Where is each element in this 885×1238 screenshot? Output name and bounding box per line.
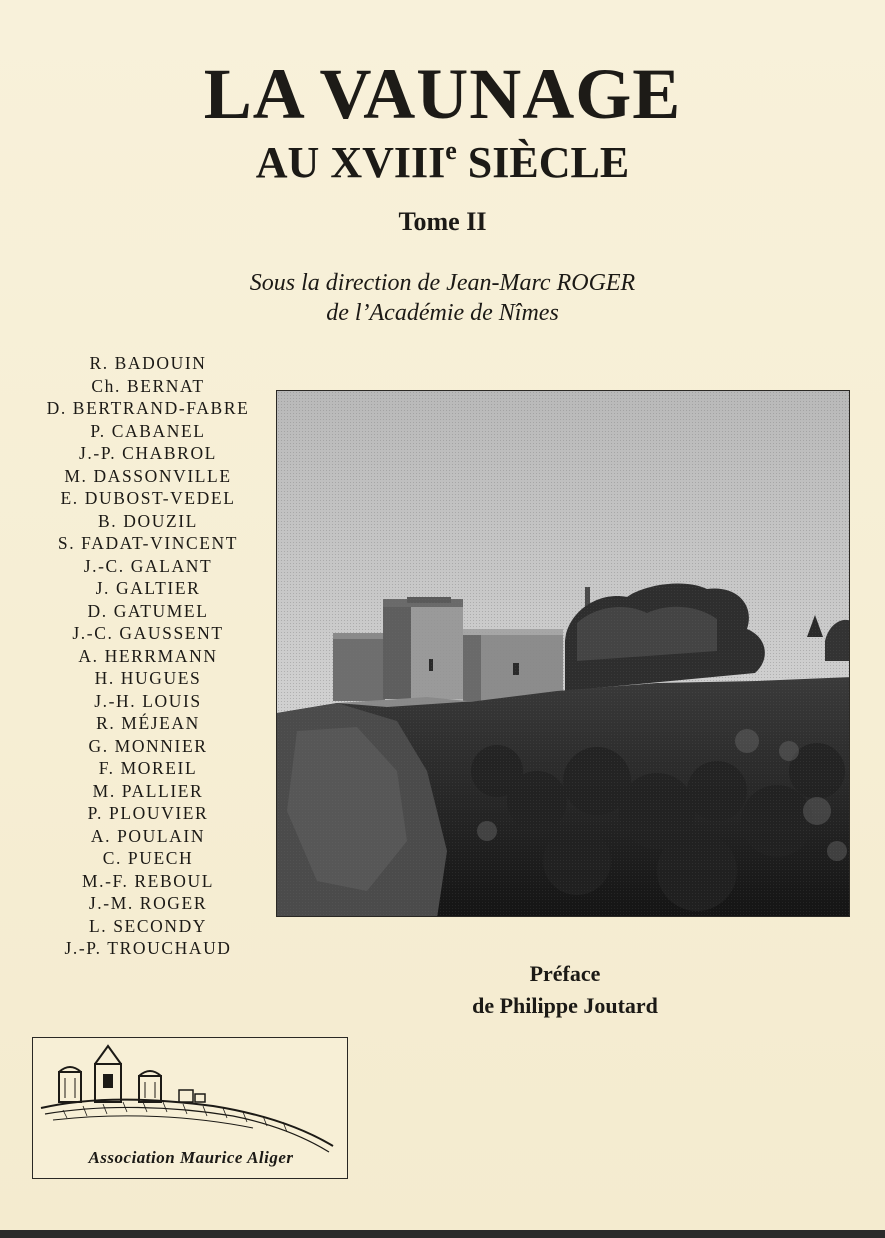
author-name: J. GALTIER <box>95 578 201 598</box>
author-name: J.-P. CHABROL <box>79 443 217 463</box>
author-name: P. PLOUVIER <box>87 803 209 823</box>
preface-author: de Philippe Joutard <box>472 993 658 1018</box>
author-name: H. HUGUES <box>94 668 202 688</box>
editor-line-2: de l’Académie de Nîmes <box>326 300 559 326</box>
author-name: P. CABANEL <box>90 420 206 441</box>
editor-credit <box>0 268 885 328</box>
author-name: L. SECONDY <box>88 915 208 936</box>
castle-hilltop-photo <box>276 390 850 917</box>
author-name: A. POULAIN <box>90 825 206 846</box>
author-name: J.-P. TROUCHAUD <box>64 938 232 958</box>
author-name: J.-C. GALANT <box>83 555 213 576</box>
author-name: R. MÉJEAN <box>96 713 200 733</box>
author-name: B. DOUZIL <box>98 510 198 531</box>
preface-label: Préface <box>529 961 601 986</box>
authors-list <box>30 352 266 960</box>
editor-line-1: Sous la direction de Jean-Marc ROGER <box>249 270 636 296</box>
author-name: M.-F. REBOUL <box>81 870 215 891</box>
book-subtitle <box>0 136 885 190</box>
author-name: F. MOREIL <box>98 758 198 778</box>
author-name: Ch. BERNAT <box>91 375 205 396</box>
book-title: LA VAUNAGE <box>203 54 682 134</box>
author-name: D. BERTRAND-FABRE <box>46 398 250 418</box>
author-name: J.-C. GAUSSENT <box>72 623 224 643</box>
author-name: A. HERRMANN <box>78 645 218 666</box>
photo-illustration <box>277 391 850 917</box>
publisher-logo <box>32 1037 348 1179</box>
publisher-logo-text: Association Maurice Aliger <box>88 1148 294 1167</box>
author-name: R. BADOUIN <box>89 353 207 373</box>
author-name: E. DUBOST-VEDEL <box>60 488 236 508</box>
subtitle-superscript: e <box>445 136 457 165</box>
author-name: J.-M. ROGER <box>88 893 208 913</box>
subtitle-century: AU XVIII <box>255 138 446 187</box>
author-name: S. FADAT-VINCENT <box>57 533 239 553</box>
author-name: M. DASSONVILLE <box>64 465 232 486</box>
scan-bottom-edge <box>0 1230 885 1238</box>
author-name: D. GATUMEL <box>87 600 209 621</box>
author-name: J.-H. LOUIS <box>94 690 202 711</box>
subtitle-siecle: SIÈCLE <box>456 138 630 187</box>
author-name: C. PUECH <box>102 848 194 868</box>
author-name: G. MONNIER <box>88 735 208 756</box>
author-name: M. PALLIER <box>92 780 204 801</box>
preface-credit <box>420 958 710 1022</box>
volume-label: Tome II <box>398 207 487 236</box>
